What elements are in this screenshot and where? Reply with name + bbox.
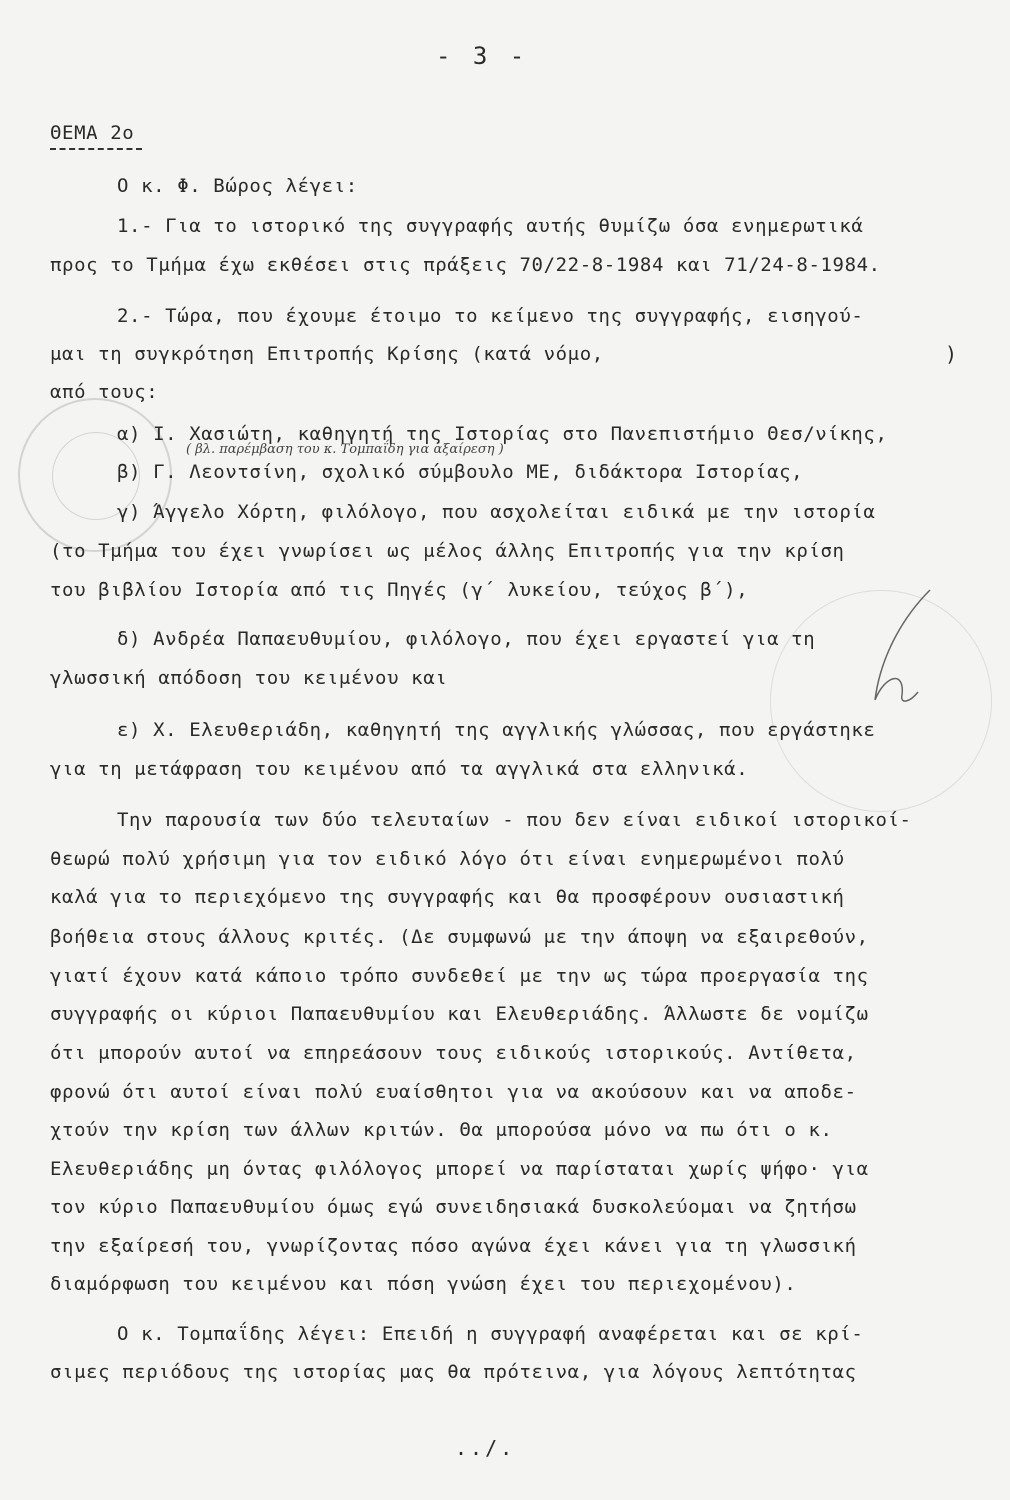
page-number: - 3 - xyxy=(436,42,529,70)
text-line: προς το Τμήμα έχω εκθέσει στις πράξεις 70/22-8-1984 και 71/24-8-1984. xyxy=(50,254,881,276)
text-line: Ο κ. Φ. Βώρος λέγει: xyxy=(117,175,358,197)
text-line: 2.- Τώρα, που έχουμε έτοιμο το κείμενο της συγγραφής, εισηγού- xyxy=(117,305,864,327)
text-line: καλά για το περιεχόμενο της συγγραφής και θα προσφέρουν ουσιαστική xyxy=(50,886,845,908)
text-line: για τη μετάφραση του κειμένου από τα αγγλικά στα ελληνικά. xyxy=(50,758,749,780)
text-line: τον κύριο Παπαευθυμίου όμως εγώ συνειδησιακά δυσκολεύομαι να ζητήσω xyxy=(50,1196,857,1218)
text-line: β) Γ. Λεοντσίνη, σχολικό σύμβουλο ΜΕ, διδάκτορα Ιστορίας, xyxy=(117,461,804,483)
text-line: Την παρουσία των δύο τελευταίων - που δεν είναι ειδικοί ιστορικοί- xyxy=(117,809,912,831)
section-heading: ΘΕΜΑ 2ο xyxy=(50,122,135,144)
handwritten-note: ( βλ. παρέμβαση του κ. Τομπαΐδη για αξαίρεση ) xyxy=(186,442,504,457)
text-line: Ελευθεριάδης μη όντας φιλόλογος μπορεί να παρίσταται χωρίς ψήφο· για xyxy=(50,1158,869,1180)
text-line: Ο κ. Τομπαΐδης λέγει: Επειδή η συγγραφή αναφέρεται και σε κρί- xyxy=(117,1323,864,1345)
text-line: συγγραφής οι κύριοι Παπαευθυμίου και Ελευθεριάδης. Άλλωστε δε νομίζω xyxy=(50,1003,869,1025)
continuation-mark: ../. xyxy=(455,1436,516,1460)
text-line: διαμόρφωση του κειμένου και πόση γνώση έχει του περιεχομένου). xyxy=(50,1273,797,1295)
text-line: γλωσσική απόδοση του κειμένου και xyxy=(50,667,448,689)
text-line: σιμες περιόδους της ιστορίας μας θα πρότεινα, για λόγους λεπτότητας xyxy=(50,1361,857,1383)
text-line: ότι μπορούν αυτοί να επηρεάσουν τους ειδικούς ιστορικούς. Αντίθετα, xyxy=(50,1042,857,1064)
text-line: θεωρώ πολύ χρήσιμη για τον ειδικό λόγο ότι είναι ενημερωμένοι πολύ xyxy=(50,848,845,870)
text-line: από τους: xyxy=(50,381,159,403)
text-line: α) Ι. Χασιώτη, καθηγητή της Ιστορίας στο Πανεπιστήμιο Θεσ/νίκης, xyxy=(117,423,888,445)
text-line: χτούν την κρίση των άλλων κριτών. Θα μπορούσα μόνο να πω ότι ο κ. xyxy=(50,1119,833,1141)
text-line: φρονώ ότι αυτοί είναι πολύ ευαίσθητοι για να ακούσουν και να αποδε- xyxy=(50,1081,857,1103)
text-line: την εξαίρεσή του, γνωρίζοντας πόσο αγώνα έχει κάνει για τη γλωσσική xyxy=(50,1235,857,1257)
text-line: βοήθεια στους άλλους κριτές. (Δε συμφωνώ με την άποψη να εξαιρεθούν, xyxy=(50,926,869,948)
text-line: 1.- Για το ιστορικό της συγγραφής αυτής θυμίζω όσα ενημερωτικά xyxy=(117,215,864,237)
text-line: γ) Άγγελο Χόρτη, φιλόλογο, που ασχολείται ειδικά με την ιστορία xyxy=(117,501,876,523)
signature-mark xyxy=(830,580,940,730)
heading-underline xyxy=(50,148,142,150)
text-line: του βιβλίου Ιστορία από τις Πηγές (γ΄ λυκείου, τεύχος β΄), xyxy=(50,579,749,601)
bracket-mark: ) xyxy=(945,342,958,366)
text-line: δ) Ανδρέα Παπαευθυμίου, φιλόλογο, που έχει εργαστεί για τη xyxy=(117,628,816,650)
text-line: γιατί έχουν κατά κάποιο τρόπο συνδεθεί με την ως τώρα προεργασία της xyxy=(50,965,869,987)
text-line: μαι τη συγκρότηση Επιτροπής Κρίσης (κατά νόμο, xyxy=(50,343,604,365)
text-line: ε) Χ. Ελευθεριάδη, καθηγητή της αγγλικής γλώσσας, που εργάστηκε xyxy=(117,719,876,741)
text-line: (το Τμήμα του έχει γνωρίσει ως μέλος άλλης Επιτροπής για την κρίση xyxy=(50,540,845,562)
